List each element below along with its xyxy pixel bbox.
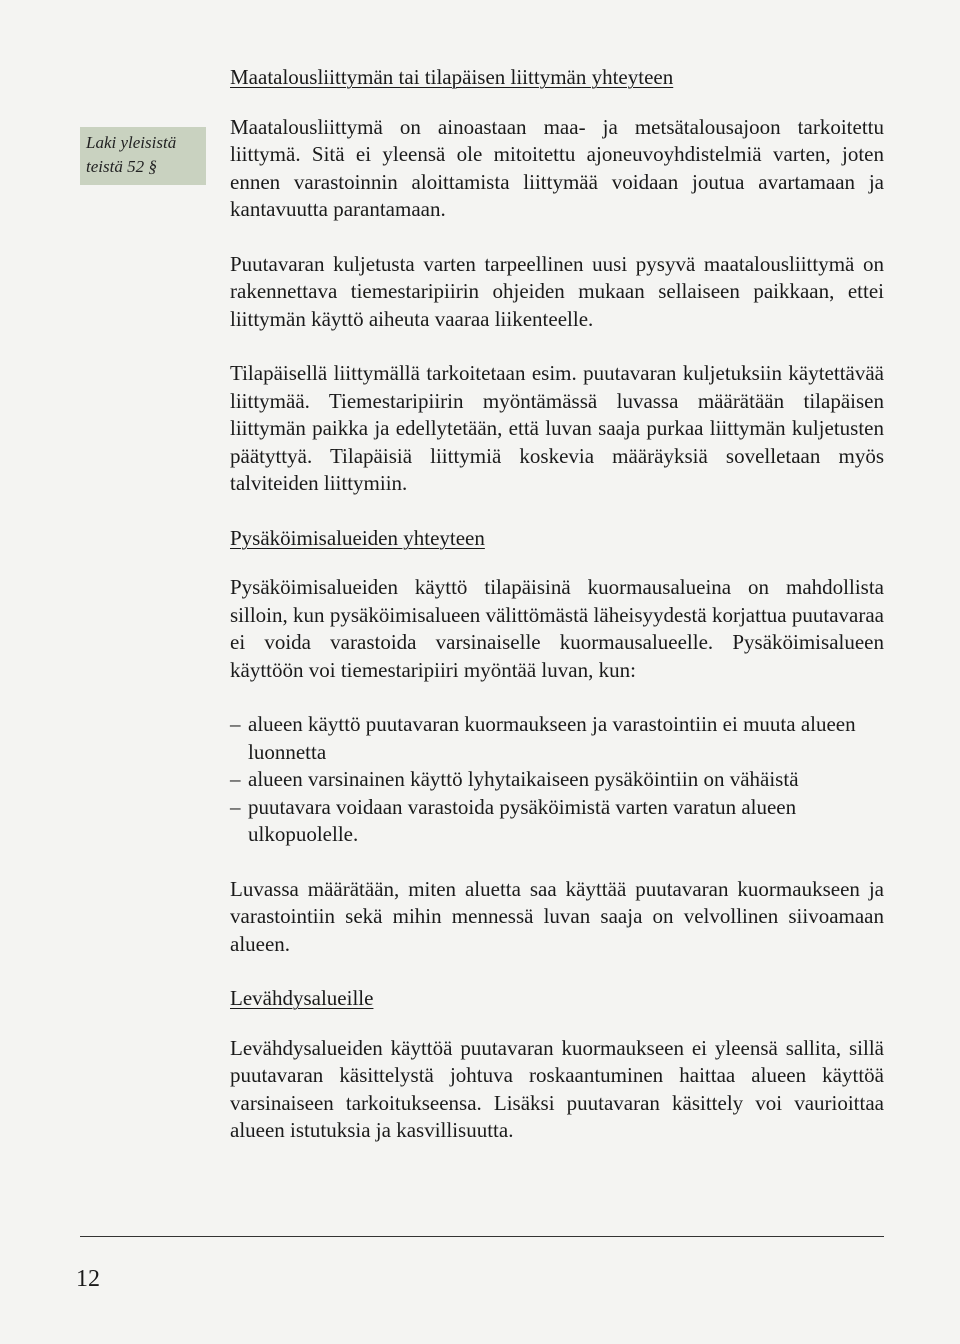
page-number: 12 bbox=[76, 1266, 100, 1292]
footer-rule bbox=[80, 1236, 884, 1237]
law-reference-sidenote bbox=[80, 127, 206, 185]
list-item: – alueen käyttö puutavaran kuormaukseen ja varastointiin ei muuta alueen luonnetta bbox=[230, 711, 884, 766]
section-heading-parking-areas: Pysäköimisalueiden yhteyteen bbox=[230, 525, 485, 550]
page-content bbox=[230, 64, 884, 1145]
paragraph-parking-outro: Luvassa määrätään, miten aluetta saa käyttää puutavaran kuormaukseen ja varastointiin sekä mihin mennessä luvan saaja on velvollinen siivoamaan alueen. bbox=[230, 876, 884, 956]
law-reference-line-1: Laki yleisistä bbox=[86, 133, 177, 152]
paragraph-temporary-junction: Tilapäisellä liittymällä tarkoitetaan esim. puutavaran kuljetuksiin käytettävää liittymää. Tiemestaripiirin myöntämässä luvassa määrätään tilapäisen liittymän paikka ja edellytetään, että luvan saaja purkaa liittymän kuljetusten päätyttyä. Tilapäisiä liittymiä koskevia määräyksiä sovelletaan myös talviteiden liittymiin. bbox=[230, 361, 884, 495]
list-item: – alueen varsinainen käyttö lyhytaikaiseen pysäköintiin on vähäistä bbox=[230, 766, 884, 794]
paragraph-parking-intro: Pysäköimisalueiden käyttö tilapäisinä kuormausalueina on mahdollista silloin, kun pysäköimisalueen välittömästä läheisyydestä korjattua puutavaraa ei voida varastoida varsinaiselle kuormausalueelle. Pysäköimisalueen käyttöön voi tiemestaripiiri myöntää luvan, kun: bbox=[230, 575, 884, 682]
section-heading-rest-areas: Levähdysalueille bbox=[230, 986, 374, 1010]
paragraph-farm-junction-2: Puutavaran kuljetusta varten tarpeellinen uusi pysyvä maatalousliittymä on rakennettava tiemestaripiirin ohjeiden mukaan sellaiseen paikkaan, ettei liittymän käyttö aiheuta vaaraa liikenteelle. bbox=[230, 251, 884, 331]
paragraph-rest-areas: Levähdysalueiden käyttöä puutavaran kuormaukseen ei yleensä sallita, sillä puutavaran käsittelystä johtuva roskaantuminen haittaa alueen käyttöä varsinaiseen tarkoitukseensa. Lisäksi puutavaran käsittely voi vaurioittaa alueen istutuksia ja kasvillisuutta. bbox=[230, 1035, 884, 1142]
law-reference-line-2: teistä 52 § bbox=[86, 157, 157, 176]
section-heading-farm-junction: Maatalousliittymän tai tilapäisen liittymän yhteyteen bbox=[230, 65, 674, 89]
parking-conditions-list bbox=[230, 711, 884, 849]
list-item: – puutavara voidaan varastoida pysäköimistä varten varatun alueen ulkopuolelle. bbox=[230, 794, 884, 849]
paragraph-farm-junction-1: Maatalousliittymä on ainoastaan maa- ja metsätalousajoon tarkoitettu liittymä. Sitä ei yleensä ole mitoitettu ajoneuvoyhdistelmiä varten, joten ennen varastoinnin aloittamista liittymää voidaan joutua avartamaan ja kantavuutta parantamaan. bbox=[230, 114, 884, 221]
